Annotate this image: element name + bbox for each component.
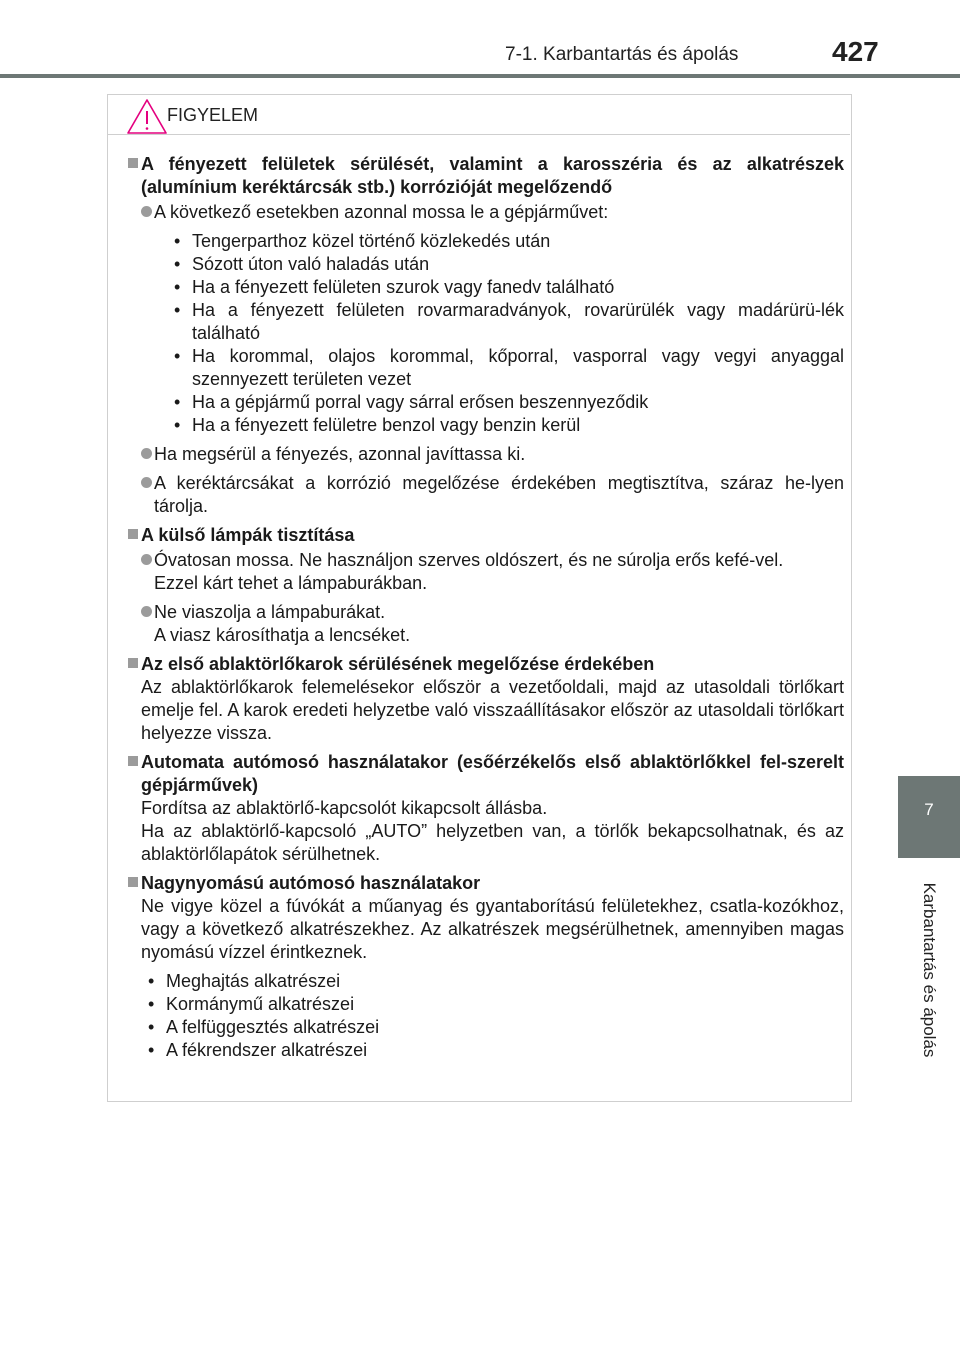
- chapter-number: 7: [924, 800, 934, 819]
- section-title: Nagynyomású autómosó használatakor: [141, 873, 481, 893]
- bullet-dot-icon: •: [174, 300, 181, 320]
- section-automatic-car-wash: [128, 751, 844, 866]
- item-text: Ne viaszolja a lámpaburákat.: [154, 602, 386, 622]
- circle-marker-icon: [141, 448, 152, 459]
- square-marker-icon: [128, 877, 138, 887]
- bullet-dot-icon: •: [174, 254, 181, 274]
- warning-content: [128, 153, 844, 1068]
- circle-marker-icon: [141, 554, 152, 565]
- item-text-secondary: A viasz károsíthatja a lencséket.: [154, 625, 411, 645]
- bullet-dot-icon: •: [174, 231, 181, 251]
- bullet-item: • Ha a gépjármű porral vagy sárral erősen beszennyeződik: [174, 392, 649, 412]
- page-number: 427: [832, 36, 879, 67]
- section-wiper-arms: [128, 653, 844, 745]
- chapter-label: Karbantartás és ápolás: [920, 882, 939, 1058]
- section-title: A fényezett felületek sérülését, valamint a karosszéria és az alkatrészek (alumínium keréktárcsák stb.) korrózióját megelőzendő: [141, 154, 844, 197]
- warning-triangle-icon: [125, 97, 169, 135]
- item-text: A keréktárcsákat a korrózió megelőzése érdekében megtisztítva, száraz he-lyen tárolja.: [154, 473, 844, 516]
- list-item: [128, 472, 844, 518]
- page-header: [0, 0, 960, 80]
- bullet-dot-icon: •: [174, 392, 181, 412]
- list-item: [128, 601, 844, 647]
- item-text: Óvatosan mossa. Ne használjon szerves oldószert, és ne súrolja erős kefé-vel.: [154, 550, 784, 570]
- item-text: Ha megsérül a fényezés, azonnal javíttassa ki.: [154, 444, 526, 464]
- section-body-secondary: Ha az ablaktörlő-kapcsoló „AUTO” helyzetben van, a törlők bekapcsolhatnak, és az ablaktörlőlapátok sérülhetnek.: [141, 821, 844, 864]
- bullet-item: • Ha a fényezett felületen szurok vagy fanedv található: [174, 277, 615, 297]
- list-item: [128, 201, 844, 437]
- warning-box: [107, 94, 852, 1102]
- chapter-tab: [898, 776, 960, 858]
- bullet-item: • A fékrendszer alkatrészei: [148, 1040, 368, 1060]
- section-body: Az ablaktörlőkarok felemelésekor először a vezetőoldali, majd az utasoldali törlőkart emelje fel. A karok eredeti helyzetbe való visszaállításakor először az utasoldali törlőkart helyezze vissza.: [141, 677, 844, 743]
- square-marker-icon: [128, 158, 138, 168]
- section-body: Ne vigye közel a fúvókát a műanyag és gyantaborítású felületekhez, csatla-kozókhoz, vagy a következő alkatrészekhez. Az alkatrészek megsérülhetnek, amennyiben magas nyomású vízzel érintkeznek.: [141, 896, 844, 962]
- circle-marker-icon: [141, 606, 152, 617]
- bullet-item: • Meghajtás alkatrészei: [148, 971, 341, 991]
- square-marker-icon: [128, 658, 138, 668]
- bullet-dot-icon: •: [148, 994, 155, 1014]
- bullet-item: • Sózott úton való haladás után: [174, 254, 430, 274]
- item-text-secondary: Ezzel kárt tehet a lámpaburákban.: [154, 573, 428, 593]
- bullet-item: • Tengerparthoz közel történő közlekedés után: [174, 231, 551, 251]
- list-item: [128, 549, 844, 595]
- bullet-list: [128, 970, 844, 1062]
- section-body: Fordítsa az ablaktörlő-kapcsolót kikapcsolt állásba.: [141, 798, 548, 818]
- bullet-item: • Ha a fényezett felületen rovarmaradványok, rovarürülék vagy madárürü-lék található: [174, 300, 844, 343]
- bullet-dot-icon: •: [174, 346, 181, 366]
- section-high-pressure-wash: [128, 872, 844, 1062]
- square-marker-icon: [128, 756, 138, 766]
- warning-label: FIGYELEM: [167, 105, 259, 125]
- section-title: A külső lámpák tisztítása: [141, 525, 355, 545]
- bullet-item: • Kormánymű alkatrészei: [148, 994, 355, 1014]
- header-rule: [0, 74, 960, 78]
- bullet-item: • A felfüggesztés alkatrészei: [148, 1017, 380, 1037]
- item-text: A következő esetekben azonnal mossa le a gépjárművet:: [154, 202, 609, 222]
- header-title: 7-1. Karbantartás és ápolás: [505, 44, 739, 65]
- section-title: Az első ablaktörlőkarok sérülésének megelőzése érdekében: [141, 654, 655, 674]
- section-paint-corrosion: [128, 153, 844, 518]
- section-title: Automata autómosó használatakor (esőérzékelős első ablaktörlőkkel fel-szerelt gépjárművek): [141, 752, 844, 795]
- bullet-item: • Ha korommal, olajos korommal, kőporral, vasporral vagy vegyi anyaggal szennyezett területen vezet: [174, 346, 844, 389]
- circle-marker-icon: [141, 477, 152, 488]
- bullet-list: [154, 230, 844, 437]
- section-exterior-lamps: [128, 524, 844, 647]
- bullet-item: • Ha a fényezett felületre benzol vagy benzin kerül: [174, 415, 581, 435]
- warning-header: [108, 95, 850, 135]
- bullet-dot-icon: •: [174, 415, 181, 435]
- circle-marker-icon: [141, 206, 152, 217]
- square-marker-icon: [128, 529, 138, 539]
- bullet-dot-icon: •: [148, 1040, 155, 1060]
- list-item: [128, 443, 844, 466]
- bullet-dot-icon: •: [148, 1017, 155, 1037]
- bullet-dot-icon: •: [148, 971, 155, 991]
- bullet-dot-icon: •: [174, 277, 181, 297]
